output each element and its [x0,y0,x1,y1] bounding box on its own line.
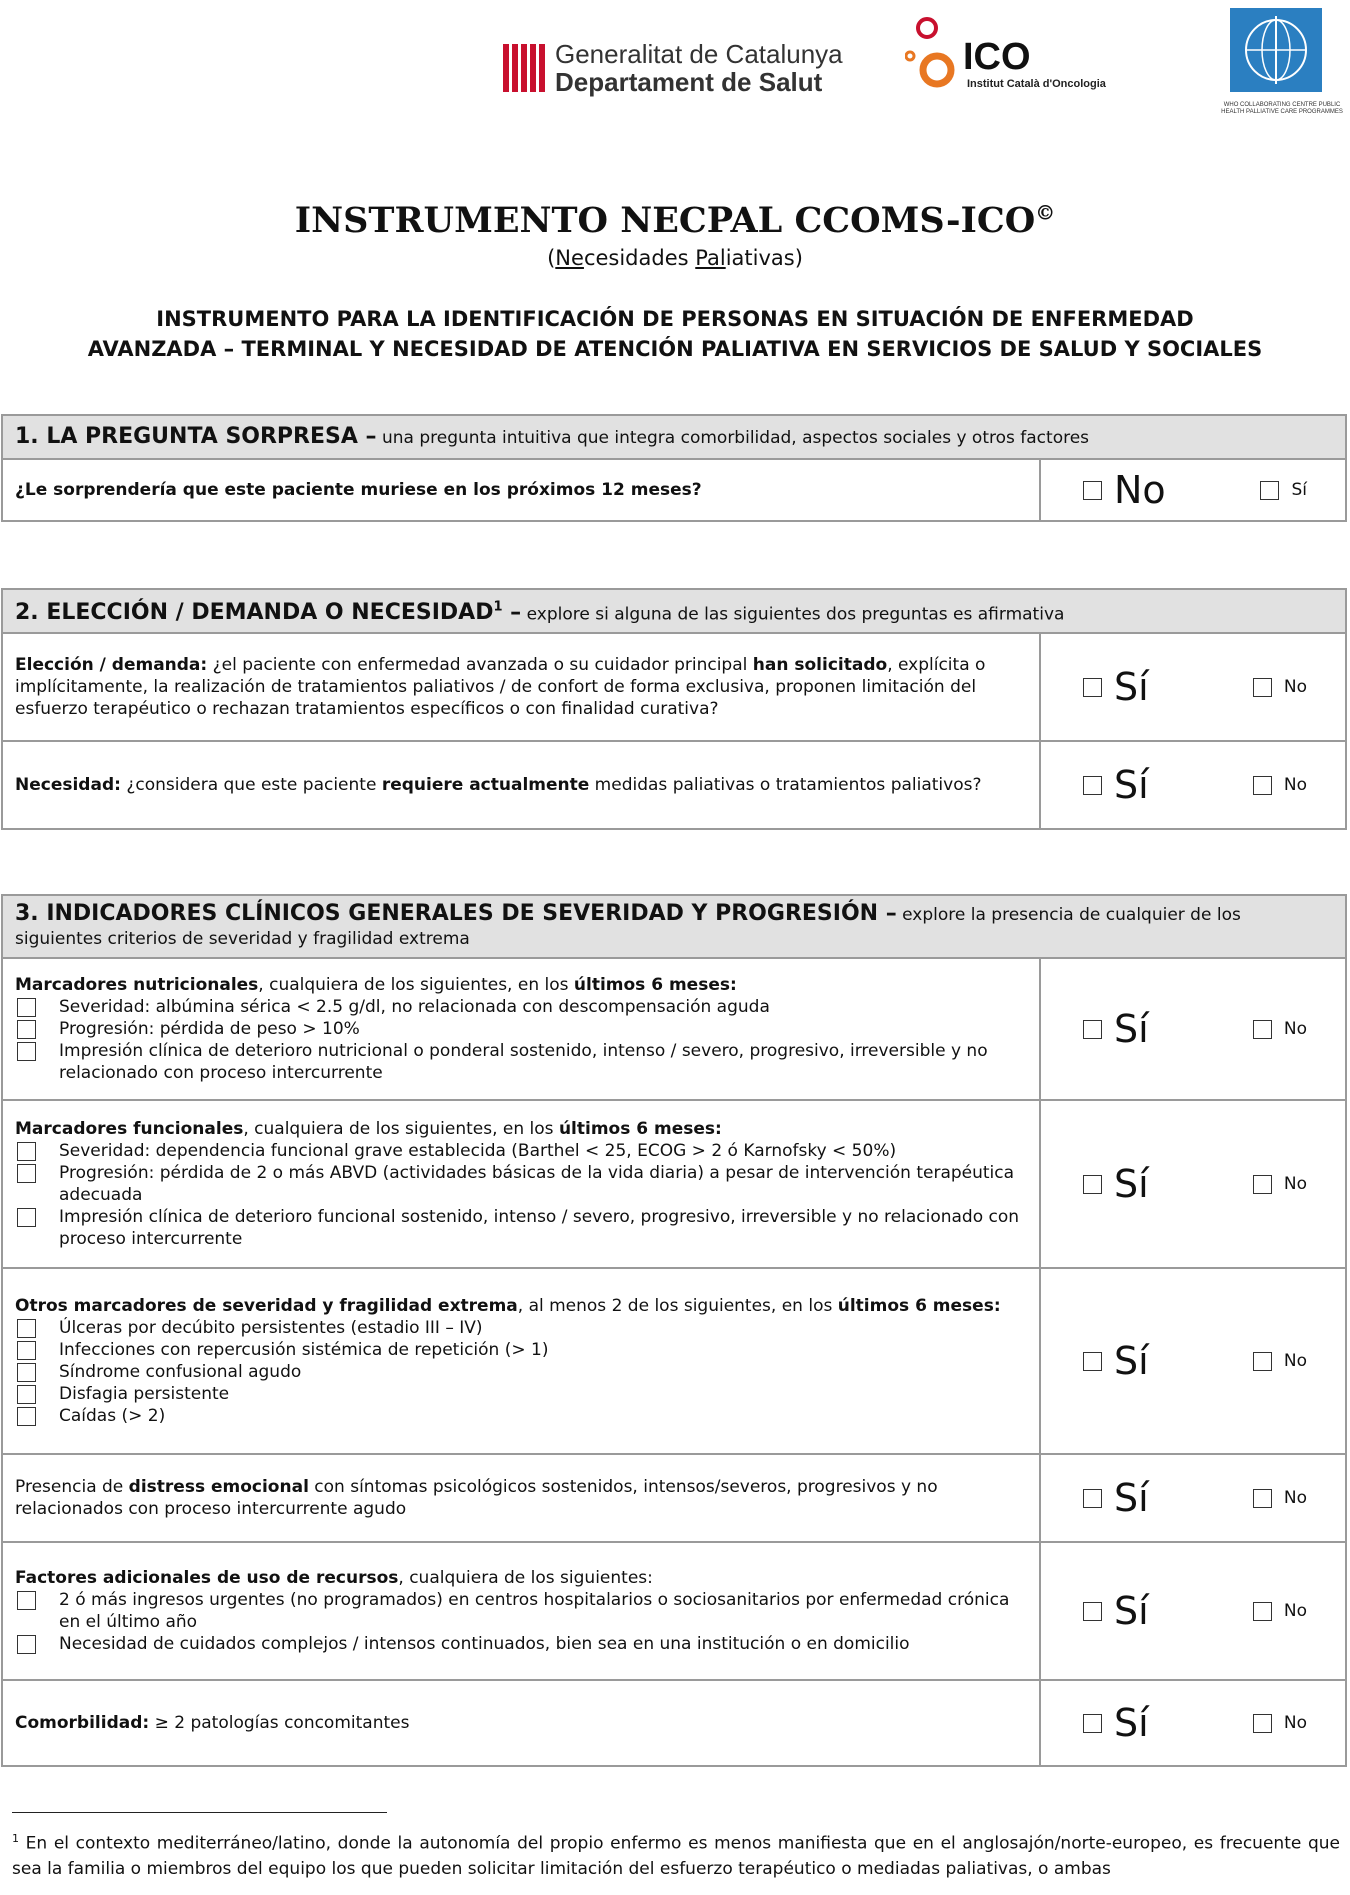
checkbox-icon[interactable] [1083,678,1102,697]
checkbox-icon[interactable] [1253,1020,1272,1039]
surprise-question: ¿Le sorprendería que este paciente muriese en los próximos 12 meses? [2,459,1040,521]
checkbox-icon[interactable] [1253,1352,1272,1371]
s3-r2-si-option[interactable]: Sí [1083,1164,1149,1204]
section-1-table [1,414,1347,522]
checkbox-icon[interactable] [1253,776,1272,795]
checkbox-icon[interactable] [1083,1489,1102,1508]
s1-no-option[interactable]: No [1083,470,1166,510]
criterion-item[interactable]: Úlceras por decúbito persistentes (estadio III – IV) [15,1317,1027,1339]
checkbox-icon[interactable] [17,1020,36,1039]
criterion-item[interactable]: Severidad: dependencia funcional grave establecida (Barthel < 25, ECOG > 2 ó Karnofsky < 50%) [15,1140,1027,1162]
checkbox-icon[interactable] [1083,1020,1102,1039]
checkbox-icon[interactable] [17,1385,36,1404]
s3-r1-si-option[interactable]: Sí [1083,1009,1149,1049]
criterion-item[interactable]: 2 ó más ingresos urgentes (no programados) en centros hospitalarios o sociosanitarios por enfermedad crónica en el último año [15,1589,1027,1633]
ico-logo [905,14,1175,100]
gencat-logo [503,40,843,96]
who-logo [1218,8,1348,140]
checkbox-icon[interactable] [17,1042,36,1061]
criterion-item[interactable]: Impresión clínica de deterioro funcional sostenido, intenso / severo, progresivo, irreversible y no relacionado con proceso intercurrente [15,1206,1027,1250]
criterion-item[interactable]: Caídas (> 2) [15,1405,1027,1427]
checkbox-icon[interactable] [1260,481,1279,500]
s2-r2-si-option[interactable]: Sí [1083,765,1149,805]
section-3-table [1,894,1347,1767]
s3-r6-si-option[interactable]: Sí [1083,1703,1149,1743]
s3-r5-no-option[interactable]: No [1253,1600,1307,1622]
checkbox-icon[interactable] [1253,1175,1272,1194]
section-2-table [1,588,1347,830]
s2-r2-no-option[interactable]: No [1253,774,1307,796]
emotional-distress: Presencia de distress emocional con síntomas psicológicos sostenidos, intensos/severos, progresivos y no relacionados con proceso intercurrente agudo [2,1454,1040,1542]
checkbox-icon[interactable] [17,1319,36,1338]
checkbox-icon[interactable] [17,1142,36,1161]
criterion-item[interactable]: Síndrome confusional agudo [15,1361,1027,1383]
checkbox-icon[interactable] [17,1635,36,1654]
comorbidity: Comorbilidad: ≥ 2 patologías concomitantes [2,1680,1040,1766]
section-1-header: 1. LA PREGUNTA SORPRESA – una pregunta intuitiva que integra comorbilidad, aspectos sociales y otros factores [2,415,1346,459]
checkbox-icon[interactable] [17,1591,36,1610]
s3-r4-no-option[interactable]: No [1253,1487,1307,1509]
checkbox-icon[interactable] [1253,1602,1272,1621]
checkbox-icon[interactable] [1083,1602,1102,1621]
checkbox-icon[interactable] [1083,776,1102,795]
checkbox-icon[interactable] [17,1208,36,1227]
nutritional-markers: Marcadores nutricionales, cualquiera de los siguientes, en los últimos 6 meses: Severidad: albúmina sérica < 2.5 g/dl, no relacionada con descompensación aguda Progresión: pérdida de peso > 10% Impresión clínica de deterioro nutricional o ponderal sostenido, intenso / severo, progresivo, irreversible y no relacionado con proceso intercurrente [2,958,1040,1100]
department-name: Departament de Salut [555,67,823,97]
footnote: $^1$ En el contexto mediterráneo/latino, donde la autonomía del propio enfermo es menos manifiesta que en el anglosajón/norte-europeo, es frecuente que sea la familia o miembros del equipo los que pueden solicitar limitación del esfuerzo terapéutico o mediadas paliativas, o ambas [12,1832,1340,1879]
s3-r6-no-option[interactable]: No [1253,1712,1307,1734]
ico-name: ICO [963,36,1031,78]
checkbox-icon[interactable] [17,998,36,1017]
checkbox-icon[interactable] [17,1164,36,1183]
s3-r5-si-option[interactable]: Sí [1083,1591,1149,1631]
section-2-header: 2. ELECCIÓN / DEMANDA O NECESIDAD$^1$ – explore si alguna de las siguientes dos preguntas es afirmativa [2,589,1346,633]
s3-r3-no-option[interactable]: No [1253,1350,1307,1372]
s3-r2-no-option[interactable]: No [1253,1173,1307,1195]
checkbox-icon[interactable] [17,1363,36,1382]
checkbox-icon[interactable] [17,1341,36,1360]
criterion-item[interactable]: Progresión: pérdida de 2 o más ABVD (actividades básicas de la vida diaria) a pesar de intervención terapéutica adecuada [15,1162,1027,1206]
checkbox-icon[interactable] [17,1407,36,1426]
severity-frailty-markers: Otros marcadores de severidad y fragilidad extrema, al menos 2 de los siguientes, en los últimos 6 meses: Úlceras por decúbito persistentes (estadio III – IV) Infecciones con repercusión sistémica de repetición (> 1) Síndrome confusional agudo Disfagia persistente Caídas (> 2) [2,1268,1040,1454]
ico-subtitle: Institut Català d'Oncologia [967,78,1106,90]
who-caption: WHO COLLABORATING CENTRE PUBLIC HEALTH PALLIATIVE CARE PROGRAMMES [1221,102,1343,115]
checkbox-icon[interactable] [1253,678,1272,697]
criterion-item[interactable]: Progresión: pérdida de peso > 10% [15,1018,1027,1040]
checkbox-icon[interactable] [1253,1714,1272,1733]
gencat-flag-icon [503,44,545,92]
functional-markers: Marcadores funcionales, cualquiera de los siguientes, en los últimos 6 meses: Severidad: dependencia funcional grave establecida (Barthel < 25, ECOG > 2 ó Karnofsky < 50%) Progresión: pérdida de 2 o más ABVD (actividades básicas de la vida diaria) a pesar de intervención terapéutica adecuada Impresión clínica de deterioro funcional sostenido, intenso / severo, progresivo, irreversible y no relacionado con proceso intercurrente [2,1100,1040,1268]
necesidad-question: Necesidad: ¿considera que este paciente requiere actualmente medidas paliativas o tratamientos paliativos? [2,741,1040,829]
footnote-divider [12,1812,387,1813]
criterion-item[interactable]: Necesidad de cuidados complejos / intensos continuados, bien sea en una institución o en domicilio [15,1633,1027,1655]
criterion-item[interactable]: Severidad: albúmina sérica < 2.5 g/dl, no relacionada con descompensación aguda [15,996,1027,1018]
s3-r4-si-option[interactable]: Sí [1083,1478,1149,1518]
who-emblem-icon [1230,8,1322,92]
eleccion-demanda-question: Elección / demanda: ¿el paciente con enfermedad avanzada o su cuidador principal han solicitado, explícita o implícitamente, la realización de tratamientos paliativos / de confort de forma exclusiva, proponen limitación del esfuerzo terapéutico o rechazan tratamientos específicos o con finalidad curativa? [2,633,1040,741]
s3-r1-no-option[interactable]: No [1253,1018,1307,1040]
checkbox-icon[interactable] [1253,1489,1272,1508]
s2-r1-no-option[interactable]: No [1253,676,1307,698]
ico-circles-icon [905,14,965,100]
checkbox-icon[interactable] [1083,1714,1102,1733]
s3-r3-si-option[interactable]: Sí [1083,1341,1149,1381]
checkbox-icon[interactable] [1083,1352,1102,1371]
section-3-header: 3. INDICADORES CLÍNICOS GENERALES DE SEVERIDAD Y PROGRESIÓN – explore la presencia de cualquier de los siguientes criterios de severidad y fragilidad extrema [2,895,1346,958]
criterion-item[interactable]: Disfagia persistente [15,1383,1027,1405]
s2-r1-si-option[interactable]: Sí [1083,667,1149,707]
instrument-heading: INSTRUMENTO PARA LA IDENTIFICACIÓN DE PERSONAS EN SITUACIÓN DE ENFERMEDAD AVANZADA – TERMINAL Y NECESIDAD DE ATENCIÓN PALIATIVA EN SERVICIOS DE SALUD Y SOCIALES [87,307,1263,361]
page-title: INSTRUMENTO NECPAL CCOMS-ICO© [294,200,1056,241]
page-subtitle: (Necesidades Paliativas) [547,246,803,270]
checkbox-icon[interactable] [1083,481,1102,500]
s1-si-option[interactable]: Sí [1260,479,1307,501]
criterion-item[interactable]: Infecciones con repercusión sistémica de repetición (> 1) [15,1339,1027,1361]
checkbox-icon[interactable] [1083,1175,1102,1194]
resource-use-factors: Factores adicionales de uso de recursos, cualquiera de los siguientes: 2 ó más ingresos urgentes (no programados) en centros hospitalarios o sociosanitarios por enfermedad crónica en el último año Necesidad de cuidados complejos / intensos continuados, bien sea en una institución o en domicilio [2,1542,1040,1680]
criterion-item[interactable]: Impresión clínica de deterioro nutricional o ponderal sostenido, intenso / severo, progresivo, irreversible y no relacionado con proceso intercurrente [15,1040,1027,1084]
gencat-name: Generalitat de Catalunya [555,39,843,69]
